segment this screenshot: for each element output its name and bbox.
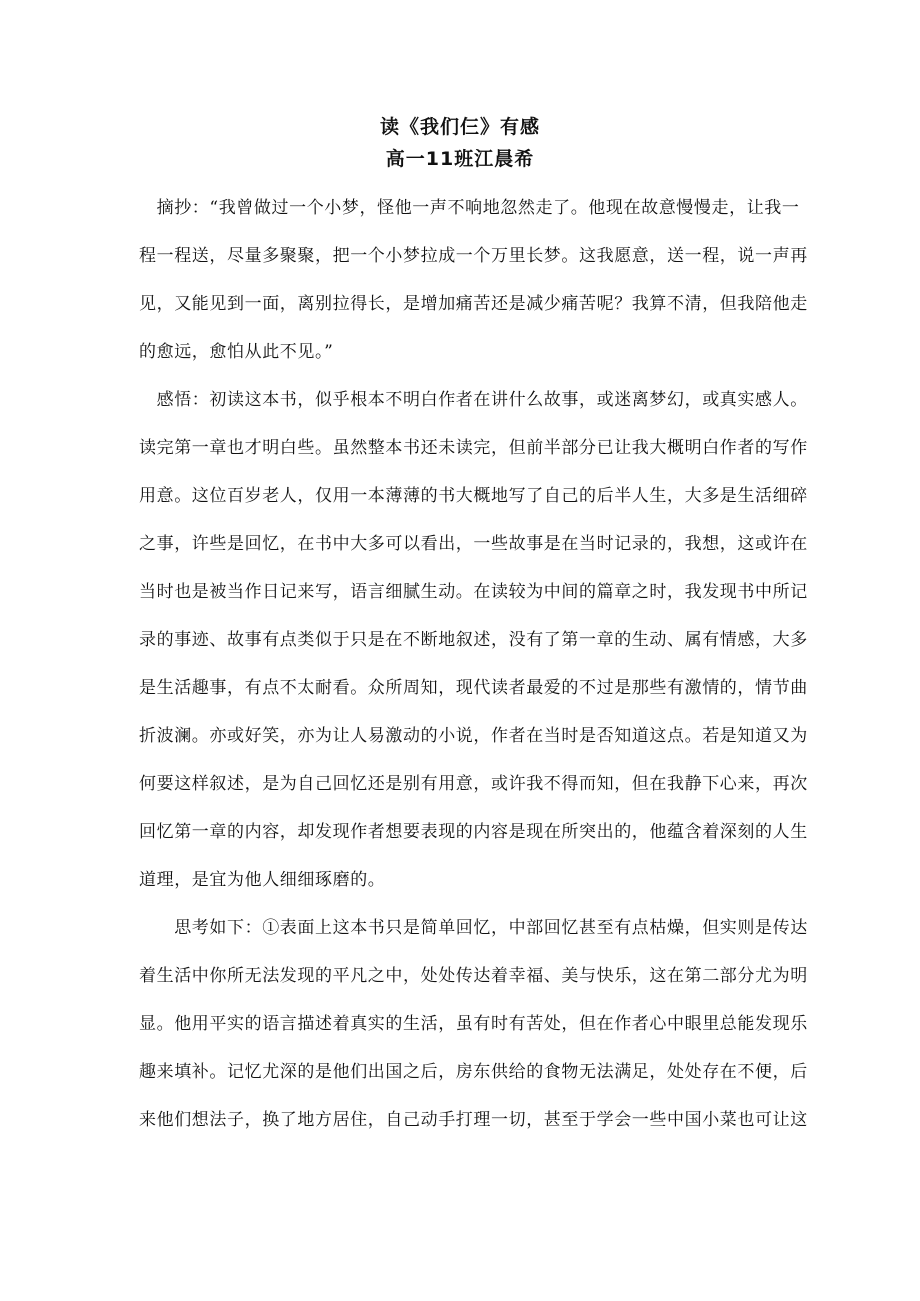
text-line: 感悟：初读这本书，似乎根本不明白作者在讲什么故事，或迷离梦幻，或真实感人。 bbox=[139, 390, 808, 410]
text-line: 思考如下：①表面上这本书只是简单回忆，中部回忆甚至有点枯燥，但实则是传达 bbox=[139, 918, 808, 938]
author-byline: 高一11班江晨希 bbox=[385, 148, 535, 170]
text-line: 道理，是宜为他人细细琢磨的。 bbox=[139, 870, 386, 890]
text-line: 折波澜。亦或好笑，亦为让人易激动的小说，作者在当时是否知道这点。若是知道又为 bbox=[139, 726, 808, 746]
text-line: 是生活趣事，有点不太耐看。众所周知，现代读者最爱的不过是那些有激情的，情节曲 bbox=[139, 678, 808, 698]
text-line: 程一程送，尽量多聚聚，把一个小梦拉成一个万里长梦。这我愿意，送一程，说一声再 bbox=[139, 246, 808, 266]
reflection-paragraph bbox=[139, 376, 808, 904]
text-line: 见，又能见到一面，离别拉得长，是增加痛苦还是减少痛苦呢？我算不清，但我陪他走 bbox=[139, 294, 808, 314]
text-line: 当时也是被当作日记来写，语言细腻生动。在读较为中间的篇章之时，我发现书中所记 bbox=[139, 582, 808, 602]
excerpt-paragraph bbox=[139, 184, 808, 376]
text-line: 回忆第一章的内容，却发现作者想要表现的内容是现在所突出的，他蕴含着深刻的人生 bbox=[139, 822, 808, 842]
text-line: 趣来填补。记忆尤深的是他们出国之后，房东供给的食物无法满足，处处存在不便，后 bbox=[139, 1062, 808, 1082]
text-line: 之事，许些是回忆，在书中大多可以看出，一些故事是在当时记录的，我想，这或许在 bbox=[139, 534, 808, 554]
document-title: 读《我们仨》有感 bbox=[379, 116, 540, 138]
text-line: 来他们想法子，换了地方居住，自己动手打理一切，甚至于学会一些中国小菜也可让这 bbox=[139, 1110, 808, 1130]
text-line: 录的事迹、故事有点类似于只是在不断地叙述，没有了第一章的生动、属有情感，大多 bbox=[139, 630, 808, 650]
text-line: 读完第一章也才明白些。虽然整本书还未读完，但前半部分已让我大概明白作者的写作 bbox=[139, 438, 808, 458]
text-line: 显。他用平实的语言描述着真实的生活，虽有时有苦处，但在作者心中眼里总能发现乐 bbox=[139, 1014, 808, 1034]
text-line: 摘抄：“我曾做过一个小梦，怪他一声不响地忽然走了。他现在故意慢慢走，让我一 bbox=[139, 198, 800, 218]
text-line: 用意。这位百岁老人，仅用一本薄薄的书大概地写了自己的后半人生，大多是生活细碎 bbox=[139, 486, 808, 506]
text-line: 何要这样叙述，是为自己回忆还是别有用意，或许我不得而知，但在我静下心来，再次 bbox=[139, 774, 808, 794]
text-line: 着生活中你所无法发现的平凡之中，处处传达着幸福、美与快乐，这在第二部分尤为明 bbox=[139, 966, 808, 986]
thoughts-paragraph bbox=[139, 904, 808, 1144]
text-line: 的愈远，愈怕从此不见。” bbox=[139, 342, 334, 362]
